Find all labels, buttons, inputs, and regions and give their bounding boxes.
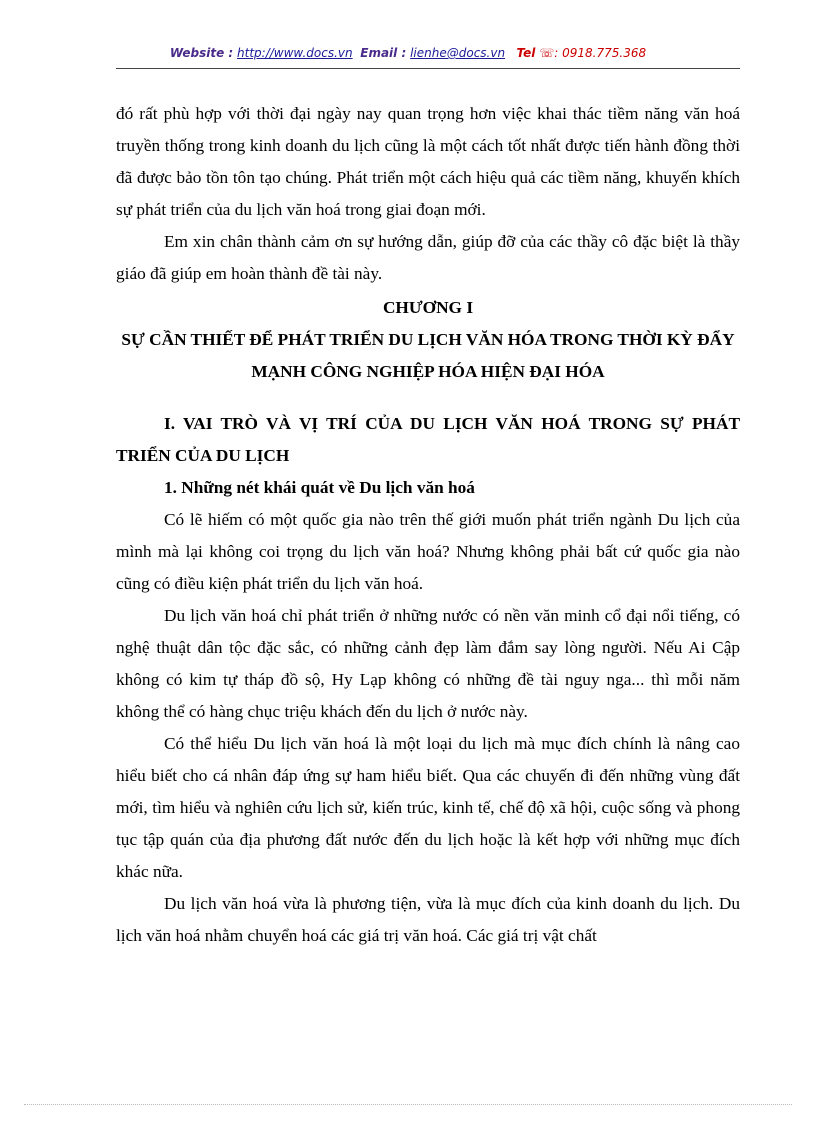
email-link[interactable]: lienhe@docs.vn [410,46,506,60]
paragraph-6: Du lịch văn hoá vừa là phương tiện, vừa là mục đích của kinh doanh du lịch. Du lịch văn hoá nhằm chuyển hoá các giá trị văn hoá. Các giá trị vật chất [116,894,740,945]
section-heading: I. VAI TRÒ VÀ VỊ TRÍ CỦA DU LỊCH VĂN HOÁ TRONG SỰ PHÁT TRIỂN CỦA DU LỊCH [116,414,740,465]
paragraph-4: Du lịch văn hoá chỉ phát triển ở những nước có nền văn minh cổ đại nổi tiếng, có nghệ thuật dân tộc đặc sắc, có những cảnh đẹp làm đắm say lòng người. Nếu Ai Cập không có kim tự tháp đồ sộ, Hy Lạp không có những đề tài nguy nga... thì mỗi năm không thể có hàng chục triệu khách đến du lịch ở nước này. [116,606,740,721]
website-link[interactable]: http://www.docs.vn [237,46,353,60]
chapter-heading: CHƯƠNG I [382,298,474,317]
phone-icon: ☏ [539,46,555,60]
paragraph-1: đó rất phù hợp với thời đại ngày nay quan trọng hơn việc khai thác tiềm năng văn hoá truyền thống trong kinh doanh du lịch cũng là một cách tốt nhất được tiến hành đồng thời đã được bảo tồn tôn tạo chúng. Phát triển một cách hiệu quả các tiềm năng, khuyến khích sự phát triển của du lịch văn hoá trong giai đoạn mới. [116,104,740,219]
page-header [0,46,816,60]
document-body [116,98,740,952]
page-bottom-divider [24,1104,792,1105]
paragraph-2: Em xin chân thành cảm ơn sự hướng dẫn, giúp đỡ của các thầy cô đặc biệt là thầy giáo đã giúp em hoàn thành đề tài này. [116,232,740,283]
website-label: Website : [169,46,234,60]
subsection-heading: 1. Những nét khái quát về Du lịch văn hoá [164,478,475,497]
email-label: Email : [360,46,407,60]
chapter-title: SỰ CẦN THIẾT ĐỂ PHÁT TRIỂN DU LỊCH VĂN HÓA TRONG THỜI KỲ ĐẨY MẠNH CÔNG NGHIỆP HÓA HIỆN ĐẠI HÓA [121,330,735,381]
paragraph-5: Có thể hiểu Du lịch văn hoá là một loại du lịch mà mục đích chính là nâng cao hiểu biết cho cá nhân đáp ứng sự ham hiểu biết. Qua các chuyến đi đến những vùng đất mới, tìm hiểu và nghiên cứu lịch sử, kiến trúc, kinh tế, chế độ xã hội, cuộc sống và phong tục tập quán của địa phương đất nước đến du lịch hoặc là kết hợp với những mục đích khác nữa. [116,734,740,881]
phone-number: : 0918.775.368 [554,46,647,60]
paragraph-3: Có lẽ hiếm có một quốc gia nào trên thế giới muốn phát triển ngành Du lịch của mình mà lại không coi trọng du lịch văn hoá? Nhưng không phải bất cứ quốc gia nào cũng có điều kiện phát triển du lịch văn hoá. [116,510,740,593]
tel-label: Tel [516,46,536,60]
header-divider [116,68,740,69]
